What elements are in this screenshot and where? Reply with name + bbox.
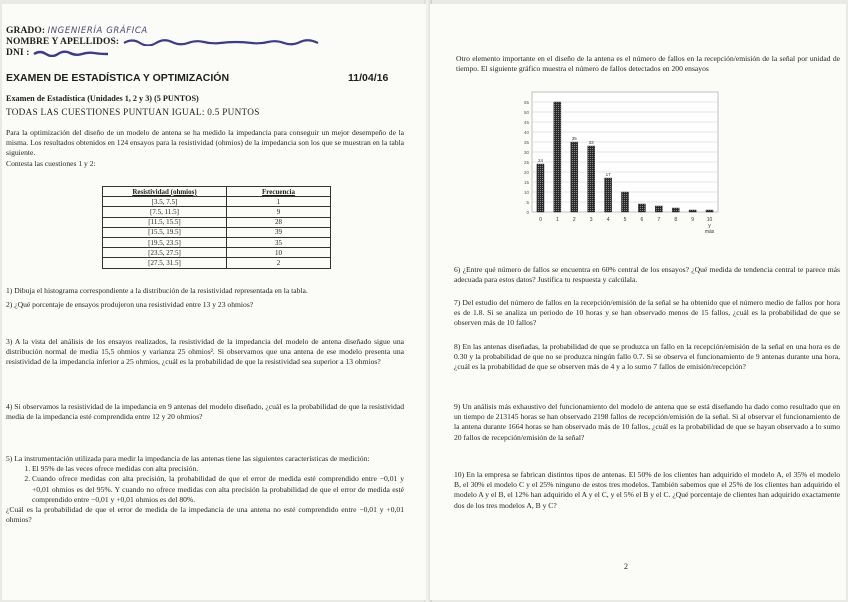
bar-data-label: 33	[588, 140, 594, 145]
y-tick-label: 20	[523, 170, 529, 175]
table-cell: 2	[227, 258, 331, 268]
y-tick-label: 35	[523, 140, 529, 145]
table-row	[103, 237, 331, 247]
question-6: 6) ¿Entre qué número de fallos se encuentra en 60% central de los ensayos? ¿Qué medida de tendencia central te parece más adecuada para estos datos? Justifica tu respuesta y calcúlala.	[454, 265, 840, 285]
y-tick-label: 10	[523, 190, 529, 195]
bar-2	[571, 142, 578, 212]
bar-3	[588, 146, 595, 212]
nombre-label: NOMBRE Y APELLIDOS:	[6, 37, 120, 47]
bar-9	[689, 210, 696, 212]
x-tick-label: y	[708, 223, 711, 229]
frequency-table-wrapper	[102, 186, 331, 269]
question-8: 8) En las antenas diseñadas, la probabilidad de que se produzca un fallo en la recepción/emisión de la señal en una hora es de 0.30 y la probabilidad de que no se produzca ningún fallo 0.7. Si se observa el funcionamiento de 9 antenas durante una hora, ¿cuál es la probabilidad de que se observen más de 4 y a lo sumo 7 fallos de emisión/recepción?	[454, 342, 840, 372]
x-tick-label: 7	[657, 217, 661, 223]
bar-7	[655, 206, 662, 212]
y-tick-label: 25	[523, 160, 529, 165]
y-tick-label: 40	[523, 130, 529, 135]
y-tick-label: 45	[523, 120, 529, 125]
x-tick-label: 8	[674, 217, 678, 223]
question-5-list	[22, 464, 404, 505]
y-tick-label: 55	[523, 100, 529, 105]
chart-intro: Otro elemento importante en el diseño de la antena es el número de fallos en la recepción/emisión de la señal por unidad de tiempo. El siguiente gráfico muestra el número de fallos detectados en 200 ensayos	[456, 54, 840, 74]
table-row	[103, 197, 331, 207]
question-5-question: ¿Cuál es la probabilidad de que el error de medida de la impedancia de una antena no esté comprendido entre −0,01 y +0,01 ohmios?	[6, 505, 404, 525]
dni-label: DNI :	[6, 48, 30, 58]
bar-10-y-más	[706, 210, 713, 212]
dni-line	[6, 48, 110, 58]
table-row	[103, 227, 331, 237]
table-cell: [7.5, 11.5]	[103, 207, 227, 217]
y-tick-label: 5	[526, 200, 529, 205]
table-row	[103, 207, 331, 217]
question-7: 7) Del estudio del número de fallos en la recepción/emisión de la señal se ha obtenido que el número medio de fallos por hora es de 1.8. Si se analiza un periodo de 10 horas y se han observado menos de 15 fallos, ¿cuál es la probabilidad de que se observen más de 10 fallos?	[454, 298, 840, 328]
table-cell: [27.5, 31.5]	[103, 258, 227, 268]
question-2: 2) ¿Qué porcentaje de ensayos produjeron una resistividad entre 13 y 23 ohmios?	[6, 300, 254, 309]
exam-title: EXAMEN DE ESTADÍSTICA Y OPTIMIZACIÓN	[6, 72, 230, 84]
table-cell: [15.5, 19.5]	[103, 227, 227, 237]
question-3: 3) A la vista del análisis de los ensayos realizados, la resistividad de la impedancia del modelo de antena diseñado sigue una distribución normal de media 15,5 ohmios y varianza 25 ohmios². Si observamos que una antena de ese modelo presenta una resistividad de la impedancia inferior a 25 ohmios, ¿cuál es la probabilidad de que la resistividad sea superior a 13 ohmios?	[6, 337, 404, 367]
bar-data-label: 35	[571, 136, 577, 141]
table-cell: 10	[227, 248, 331, 258]
table-cell: [3.5, 7.5]	[103, 197, 227, 207]
table-row	[103, 258, 331, 268]
x-tick-label: 5	[623, 217, 627, 223]
nombre-line	[6, 37, 322, 47]
grado-line	[6, 26, 148, 36]
x-tick-label: 10	[706, 217, 713, 223]
y-tick-label: 50	[523, 110, 529, 115]
table-cell: [11.5, 15.5]	[103, 217, 227, 227]
column-header-resistividad: Resistividad (ohmios)	[103, 187, 227, 197]
table-cell: 35	[227, 237, 331, 247]
column-header-frecuencia: Frecuencia	[227, 187, 331, 197]
x-tick-label: 0	[539, 217, 542, 223]
table-cell: 9	[227, 207, 331, 217]
y-tick-label: 15	[523, 180, 529, 185]
table-cell: 39	[227, 227, 331, 237]
x-tick-label: 1	[555, 217, 559, 223]
exam-subtitle: Examen de Estadística (Unidades 1, 2 y 3) (5 PUNTOS)	[6, 94, 199, 103]
exam-page-2	[430, 4, 846, 600]
y-tick-label: 0	[526, 210, 529, 215]
frequency-table	[102, 186, 331, 269]
question-5-intro: 5) La instrumentación utilizada para medir la impedancia de las antenas tiene las siguientes características de medición:	[6, 454, 370, 463]
page-number: 2	[624, 562, 628, 571]
exam-page-1	[2, 4, 426, 600]
bar-8	[672, 208, 679, 212]
table-header-row	[103, 187, 331, 197]
x-tick-label: 2	[572, 217, 576, 223]
bar-data-label: 17	[605, 172, 611, 177]
table-row	[103, 217, 331, 227]
question-9: 9) Un análisis más exhaustivo del funcionamiento del modelo de antena que se está diseñando ha dado como resultado que en un tiempo de 213145 horas se han observado 2198 fallos de recepción/emisión de la señal. Si al observar el funcionamiento de la antena durante 1664 horas se han observado más de 10 fallos, ¿cuál es la probabilidad de que se hayan observado a lo sumo 20 fallos de recepción/emisión de la señal?	[454, 402, 840, 442]
x-tick-label: 9	[691, 217, 695, 223]
question-1: 1) Dibuja el histograma correspondiente a la distribución de la resistividad representada en la tabla.	[6, 286, 308, 295]
x-tick-label: 3	[589, 217, 593, 223]
x-tick-label: 4	[606, 217, 610, 223]
list-item: 2. Cuando ofrece medidas con alta precisión, la probabilidad de que el error de medida esté comprendido entre −0,01 y +0,01 ohmios es del 95%. Y cuando no ofrece medidas con alta precisión la probabilidad de que el error de medida esté comprendido entre −0,01 y +0,01 ohmios es del 80%.	[32, 474, 404, 505]
bar-6	[638, 204, 645, 212]
grado-label: GRADO:	[6, 26, 46, 36]
exam-date: 11/04/16	[348, 72, 389, 84]
intro-instruction: Contesta las cuestiones 1 y 2:	[6, 158, 96, 168]
table-row	[103, 248, 331, 258]
x-tick-label: más	[704, 229, 715, 235]
question-4: 4) Si observamos la resistividad de la impedancia en 9 antenas del modelo diseñado, ¿cuál es la probabilidad de que la resistividad media de la impedancia esté comprendida entre 12 y 20 ohmios?	[6, 402, 404, 422]
list-item: 1. El 95% de las veces ofrece medidas con alta precisión.	[32, 464, 404, 474]
table-cell: 28	[227, 217, 331, 227]
table-cell: [19.5, 23.5]	[103, 237, 227, 247]
redacted-name-scribble	[122, 38, 322, 45]
scoring-note: TODAS LAS CUESTIONES PUNTUAN IGUAL: 0.5 PUNTOS	[6, 107, 260, 117]
table-cell: [23.5, 27.5]	[103, 248, 227, 258]
x-tick-label: 6	[640, 217, 644, 223]
intro-text: Para la optimización del diseño de un modelo de antena se ha medido la impedancia para conseguir un mejor desempeño de la misma. Los resultados obtenidos en 124 ensayos para la resistividad (ohmios) de la impedancia son los que se muestran en la tabla siguiente.	[6, 128, 404, 158]
question-5	[6, 454, 404, 525]
bar-4	[605, 178, 612, 212]
intro-paragraph	[6, 128, 404, 169]
grado-value: INGENIERÍA GRÁFICA	[47, 26, 148, 36]
question-10: 10) En la empresa se fabrican distintos tipos de antenas. El 50% de los clientes han adquirido el modelo A, el 35% el modelo B, el 30% el modelo C y el 25% ninguno de estos tres modelos. También sabemos que el 25% de los clientes han adquirido el modelo A y el B, el 12% han adquirido el A y el C, y el 5% el B y el C. ¿Qué porcentaje de clientes han adquirido exactamente dos de los tres modelos A, B y C?	[454, 470, 840, 510]
bar-data-label: 24	[537, 158, 543, 163]
bar-1	[554, 102, 561, 212]
failures-bar-chart	[510, 86, 724, 238]
bar-0	[537, 164, 544, 212]
bar-5	[621, 192, 628, 212]
y-tick-label: 30	[523, 150, 529, 155]
table-cell: 1	[227, 197, 331, 207]
redacted-dni-scribble	[32, 49, 110, 56]
